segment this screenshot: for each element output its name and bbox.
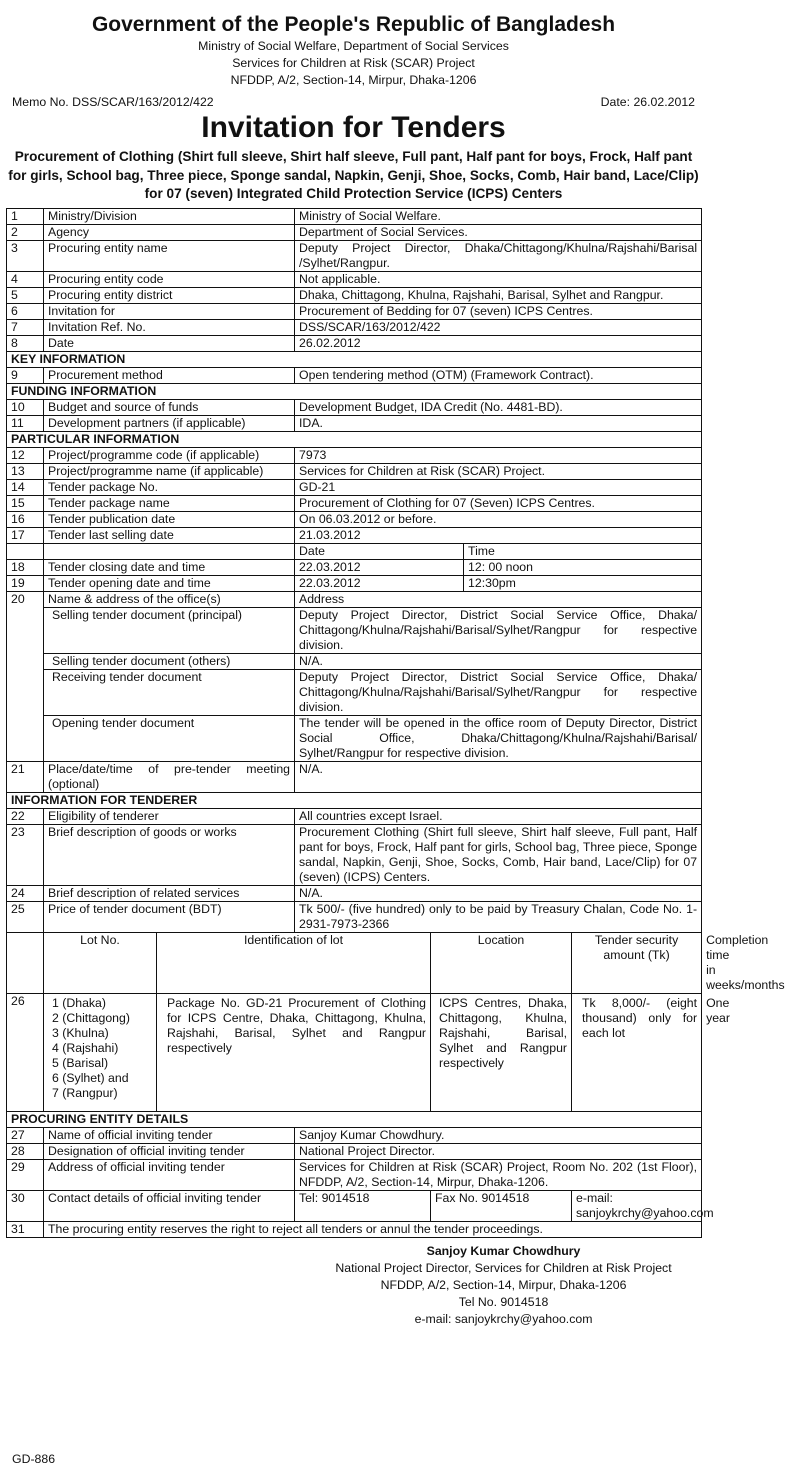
- row-label: Tender last selling date: [44, 527, 295, 543]
- row-statement: The procuring entity reserves the right to reject all tenders or annul the tender proceedings.: [44, 1221, 702, 1237]
- row-value: Services for Children at Risk (SCAR) Project, Room No. 202 (1st Floor), NFDDP, A/2, Section-14, Mirpur, Dhaka-1206.: [295, 1159, 702, 1190]
- row-value: Tk 500/- (five hundred) only to be paid by Treasury Chalan, Code No. 1-2931-7973-2366: [295, 901, 702, 932]
- row-label: Procuring entity code: [44, 271, 295, 287]
- row-number: 14: [7, 479, 44, 495]
- row-number: 31: [7, 1221, 44, 1237]
- row-label: Contact details of official inviting tender: [44, 1190, 295, 1221]
- row-number: 17: [7, 527, 44, 543]
- row-value: Services for Children at Risk (SCAR) Project.: [295, 463, 702, 479]
- row-label: Procuring entity name: [44, 240, 295, 271]
- table-row: [7, 335, 702, 351]
- table-row: [7, 761, 702, 792]
- invitation-title: Invitation for Tenders: [201, 111, 506, 144]
- row-label: Invitation for: [44, 303, 295, 319]
- lot-item: 6 (Sylhet) and: [52, 1070, 129, 1085]
- row-value: Deputy Project Director, District Social Service Office, Dhaka/ Chittagong/Khulna/Rajshahi/Barisal/Sylhet/Rangpur for respective division.: [295, 669, 702, 715]
- table-row: [7, 591, 702, 607]
- lot-number-header: Lot No.: [44, 932, 157, 993]
- row-label: Opening tender document: [44, 715, 295, 761]
- memo-number: Memo No. DSS/SCAR/163/2012/422: [12, 95, 214, 109]
- row-number: 22: [7, 808, 44, 824]
- datetime-header-row: [7, 543, 702, 559]
- section-header: [7, 792, 702, 808]
- lot-location: ICPS Centres, Dhaka, Chittagong, Khulna, Rajshahi, Barisal, Sylhet and Rangpur respectively: [431, 993, 572, 1111]
- lot-list: [44, 993, 157, 1111]
- row-number: 6: [7, 303, 44, 319]
- row-value: National Project Director.: [295, 1143, 702, 1159]
- row-label: Tender opening date and time: [44, 575, 295, 591]
- table-row: [7, 653, 702, 669]
- table-row: [7, 527, 702, 543]
- row-number: 23: [7, 824, 44, 885]
- lot-row: 26 1 (Dhaka) 2 (Chittagong) 3 (Khulna) 4 (Rajshahi) 5 (Barisal) 6 (Sylhet) and 7 (Rangpur) Package No. GD-21 Procurement of Clothing for ICPS Centre, Dhaka, Chittagong, Khulna, Rajshahi, Barisal, Sylhet and Rangpur respectively ICPS Centres, Dhaka, Chittagong, Khulna, Rajshahi, Barisal, Sylhet and Rangpur respectively Tk 8,000/- (eight thousand) only for each lot One year: [7, 993, 702, 1111]
- row-value: Procurement of Bedding for 07 (seven) ICPS Centres.: [295, 303, 702, 319]
- row-value: Dhaka, Chittagong, Khulna, Rajshahi, Barisal, Sylhet and Rangpur.: [295, 287, 702, 303]
- row-value: Open tendering method (OTM) (Framework Contract).: [295, 367, 702, 383]
- row-value: Development Budget, IDA Credit (No. 4481-BD).: [295, 399, 702, 415]
- row-value: 7973: [295, 447, 702, 463]
- table-row: [7, 463, 702, 479]
- section-header: [7, 383, 702, 399]
- table-row: [7, 901, 702, 932]
- row-value: Department of Social Services.: [295, 224, 702, 240]
- table-row: [7, 447, 702, 463]
- signatory-title: National Project Director, Services for Children at Risk Project: [335, 1260, 672, 1275]
- table-row: [7, 715, 702, 761]
- row-label: Procuring entity district: [44, 287, 295, 303]
- table-row: [7, 1159, 702, 1190]
- table-row: [7, 669, 702, 715]
- row-value: The tender will be opened in the office room of Deputy Director, District Social Office, Dhaka/Chittagong/Khulna/Rajshahi/Barisal/ Sylhet/Rangpur for respective division.: [295, 715, 702, 761]
- lot-identification: Package No. GD-21 Procurement of Clothing for ICPS Centre, Dhaka, Chittagong, Khulna, Rajshahi, Barisal, Sylhet and Rangpur respectively: [157, 993, 431, 1111]
- table-row: [7, 224, 702, 240]
- row-number: 18: [7, 559, 44, 575]
- contact-fax: Fax No. 9014518: [431, 1190, 572, 1221]
- row-label: Eligibility of tenderer: [44, 808, 295, 824]
- row-number: 1: [7, 208, 44, 224]
- row-date: 22.03.2012: [295, 559, 464, 575]
- row-number: 25: [7, 901, 44, 932]
- row-value: Procurement of Clothing for 07 (Seven) ICPS Centres.: [295, 495, 702, 511]
- table-row: [7, 575, 702, 591]
- row-time: 12: 00 noon: [464, 559, 702, 575]
- footer-code: GD-886: [12, 1452, 56, 1466]
- table-row: [7, 885, 702, 901]
- table-row: [7, 367, 702, 383]
- row-number: 9: [7, 367, 44, 383]
- signatory-email: e-mail: sanjoykrchy@yahoo.com: [414, 1311, 593, 1326]
- row-value: Address: [295, 591, 702, 607]
- section-key-information: KEY INFORMATION: [7, 351, 702, 367]
- row-number: 4: [7, 271, 44, 287]
- table-row: [7, 208, 702, 224]
- row-label: Address of official inviting tender: [44, 1159, 295, 1190]
- section-header: [7, 351, 702, 367]
- row-label: Budget and source of funds: [44, 399, 295, 415]
- lot-item: 7 (Rangpur): [52, 1085, 118, 1100]
- row-value: On 06.03.2012 or before.: [295, 511, 702, 527]
- section-information-for-tenderer: INFORMATION FOR TENDERER: [7, 792, 702, 808]
- row-label: Project/programme code (if applicable): [44, 447, 295, 463]
- lot-item: 5 (Barisal): [52, 1055, 109, 1070]
- row-label: Tender closing date and time: [44, 559, 295, 575]
- row-label: Tender publication date: [44, 511, 295, 527]
- table-row: [7, 319, 702, 335]
- signatory-address: NFDDP, A/2, Section-14, Mirpur, Dhaka-1206: [380, 1277, 627, 1292]
- lot-location-header: Location: [431, 932, 572, 993]
- row-number: 8: [7, 335, 44, 351]
- table-row: [7, 1143, 702, 1159]
- date-column-header: Date: [295, 543, 464, 559]
- section-header: [7, 1111, 702, 1127]
- row-label: Development partners (if applicable): [44, 415, 295, 431]
- row-label: Name & address of the office(s): [44, 591, 295, 607]
- lot-identification-header: Identification of lot: [157, 932, 431, 993]
- row-number: 26: [7, 993, 44, 1111]
- row-number: 12: [7, 447, 44, 463]
- row-number: 27: [7, 1127, 44, 1143]
- lot-item: 1 (Dhaka): [52, 995, 106, 1010]
- row-label: Brief description of goods or works: [44, 824, 295, 885]
- table-row: [7, 495, 702, 511]
- row-value: N/A.: [295, 885, 702, 901]
- row-number: 16: [7, 511, 44, 527]
- row-number: 7: [7, 319, 44, 335]
- memo-date: Date: 26.02.2012: [600, 95, 695, 109]
- row-label: Brief description of related services: [44, 885, 295, 901]
- row-value: All countries except Israel.: [295, 808, 702, 824]
- row-value: DSS/SCAR/163/2012/422: [295, 319, 702, 335]
- row-label: Tender package name: [44, 495, 295, 511]
- row-number: 28: [7, 1143, 44, 1159]
- row-label: Name of official inviting tender: [44, 1127, 295, 1143]
- row-number: 15: [7, 495, 44, 511]
- row-number: 2: [7, 224, 44, 240]
- tender-security-amount: Tk 8,000/- (eight thousand) only for each lot: [572, 993, 702, 1111]
- row-number: 13: [7, 463, 44, 479]
- table-row: [7, 287, 702, 303]
- time-column-header: Time: [464, 543, 702, 559]
- memo-row: [6, 95, 701, 109]
- section-procuring-entity-details: PROCURING ENTITY DETAILS: [7, 1111, 702, 1127]
- table-row: [7, 1190, 702, 1221]
- table-row: [7, 808, 702, 824]
- table-row: [7, 824, 702, 885]
- row-value: Deputy Project Director, District Social Service Office, Dhaka/ Chittagong/Khulna/Rajshahi/Barisal/Sylhet/Rangpur for respective division.: [295, 607, 702, 653]
- section-funding-information: FUNDING INFORMATION: [7, 383, 702, 399]
- lot-item: 3 (Khulna): [52, 1025, 109, 1040]
- tender-security-header: Tender security amount (Tk): [572, 932, 702, 993]
- row-value: GD-21: [295, 479, 702, 495]
- tender-table: [6, 208, 785, 1238]
- table-row: [7, 559, 702, 575]
- row-label: Ministry/Division: [44, 208, 295, 224]
- row-number: 19: [7, 575, 44, 591]
- row-label: Price of tender document (BDT): [44, 901, 295, 932]
- row-number: 21: [7, 761, 44, 792]
- contact-email: e-mail: sanjoykrchy@yahoo.com: [572, 1190, 702, 1221]
- table-row: [7, 415, 702, 431]
- lot-item: 2 (Chittagong): [52, 1010, 130, 1025]
- table-row: [7, 303, 702, 319]
- row-value: Not applicable.: [295, 271, 702, 287]
- row-label: Receiving tender document: [44, 669, 295, 715]
- row-label: Date: [44, 335, 295, 351]
- lot-item: 4 (Rajshahi): [52, 1040, 119, 1055]
- project-line: Services for Children at Risk (SCAR) Project: [232, 56, 475, 70]
- section-particular-information: PARTICULAR INFORMATION: [7, 431, 702, 447]
- address-line: NFDDP, A/2, Section-14, Mirpur, Dhaka-1206: [230, 73, 477, 87]
- row-label: Designation of official inviting tender: [44, 1143, 295, 1159]
- lot-header-row: Lot No. Identification of lot Location Tender security amount (Tk) Completion time in weeks/months: [7, 932, 702, 993]
- row-label: Project/programme name (if applicable): [44, 463, 295, 479]
- ministry-line: Ministry of Social Welfare, Department of Social Services: [198, 39, 509, 53]
- table-row: [7, 399, 702, 415]
- table-row: [7, 240, 702, 271]
- row-value: Ministry of Social Welfare.: [295, 208, 702, 224]
- row-number: 10: [7, 399, 44, 415]
- contact-telephone: Tel: 9014518: [295, 1190, 431, 1221]
- row-value: N/A.: [295, 653, 702, 669]
- row-number: 5: [7, 287, 44, 303]
- row-value: 26.02.2012: [295, 335, 702, 351]
- row-number: 11: [7, 415, 44, 431]
- row-value: Sanjoy Kumar Chowdhury.: [295, 1127, 702, 1143]
- table-row: [7, 1127, 702, 1143]
- row-label: Selling tender document (principal): [44, 607, 295, 653]
- row-date: 22.03.2012: [295, 575, 464, 591]
- procurement-title: Procurement of Clothing (Shirt full sleeve, Shirt half sleeve, Full pant, Half pant for boys, Frock, Half pant for girls, School bag, Three piece, Sponge sandal, Napkin, Genji, Shoe, Socks, Comb, Hair band, Lace/Clip) for 07 (seven) Integrated Child Protection Service (ICPS) Centers: [8, 149, 699, 201]
- table-row: [7, 511, 702, 527]
- row-value: Procurement Clothing (Shirt full sleeve, Shirt half sleeve, Full pant, Half pant for boys, Frock, Half pant for girls, School bag, Three piece, Sponge sandal, Napkin, Genji, Shoe, Socks, Comb, Hair band, Lace/Clip) for 07 (seven) (ICPS) Centers.: [295, 824, 702, 885]
- row-number: 24: [7, 885, 44, 901]
- row-number: 3: [7, 240, 44, 271]
- signatory-name: Sanjoy Kumar Chowdhury: [426, 1243, 581, 1258]
- section-header: [7, 431, 702, 447]
- government-title: Government of the People's Republic of Bangladesh: [91, 13, 616, 36]
- row-label: Tender package No.: [44, 479, 295, 495]
- table-row: [7, 1221, 702, 1237]
- signatory-telephone: Tel No. 9014518: [458, 1294, 549, 1309]
- table-row: [7, 607, 702, 653]
- row-value: Deputy Project Director, Dhaka/Chittagong/Khulna/Rajshahi/Barisal /Sylhet/Rangpur.: [295, 240, 702, 271]
- table-row: [7, 271, 702, 287]
- row-number: 20: [7, 591, 44, 761]
- row-label: Selling tender document (others): [44, 653, 295, 669]
- row-number: 29: [7, 1159, 44, 1190]
- signature-block: [306, 1243, 701, 1328]
- row-label: Place/date/time of pre-tender meeting (optional): [44, 761, 295, 792]
- row-number: 30: [7, 1190, 44, 1221]
- row-value: IDA.: [295, 415, 702, 431]
- table-row: [7, 479, 702, 495]
- row-label: Invitation Ref. No.: [44, 319, 295, 335]
- row-value: N/A.: [295, 761, 702, 792]
- row-value: 21.03.2012: [295, 527, 702, 543]
- row-label: Agency: [44, 224, 295, 240]
- row-time: 12:30pm: [464, 575, 702, 591]
- row-label: Procurement method: [44, 367, 295, 383]
